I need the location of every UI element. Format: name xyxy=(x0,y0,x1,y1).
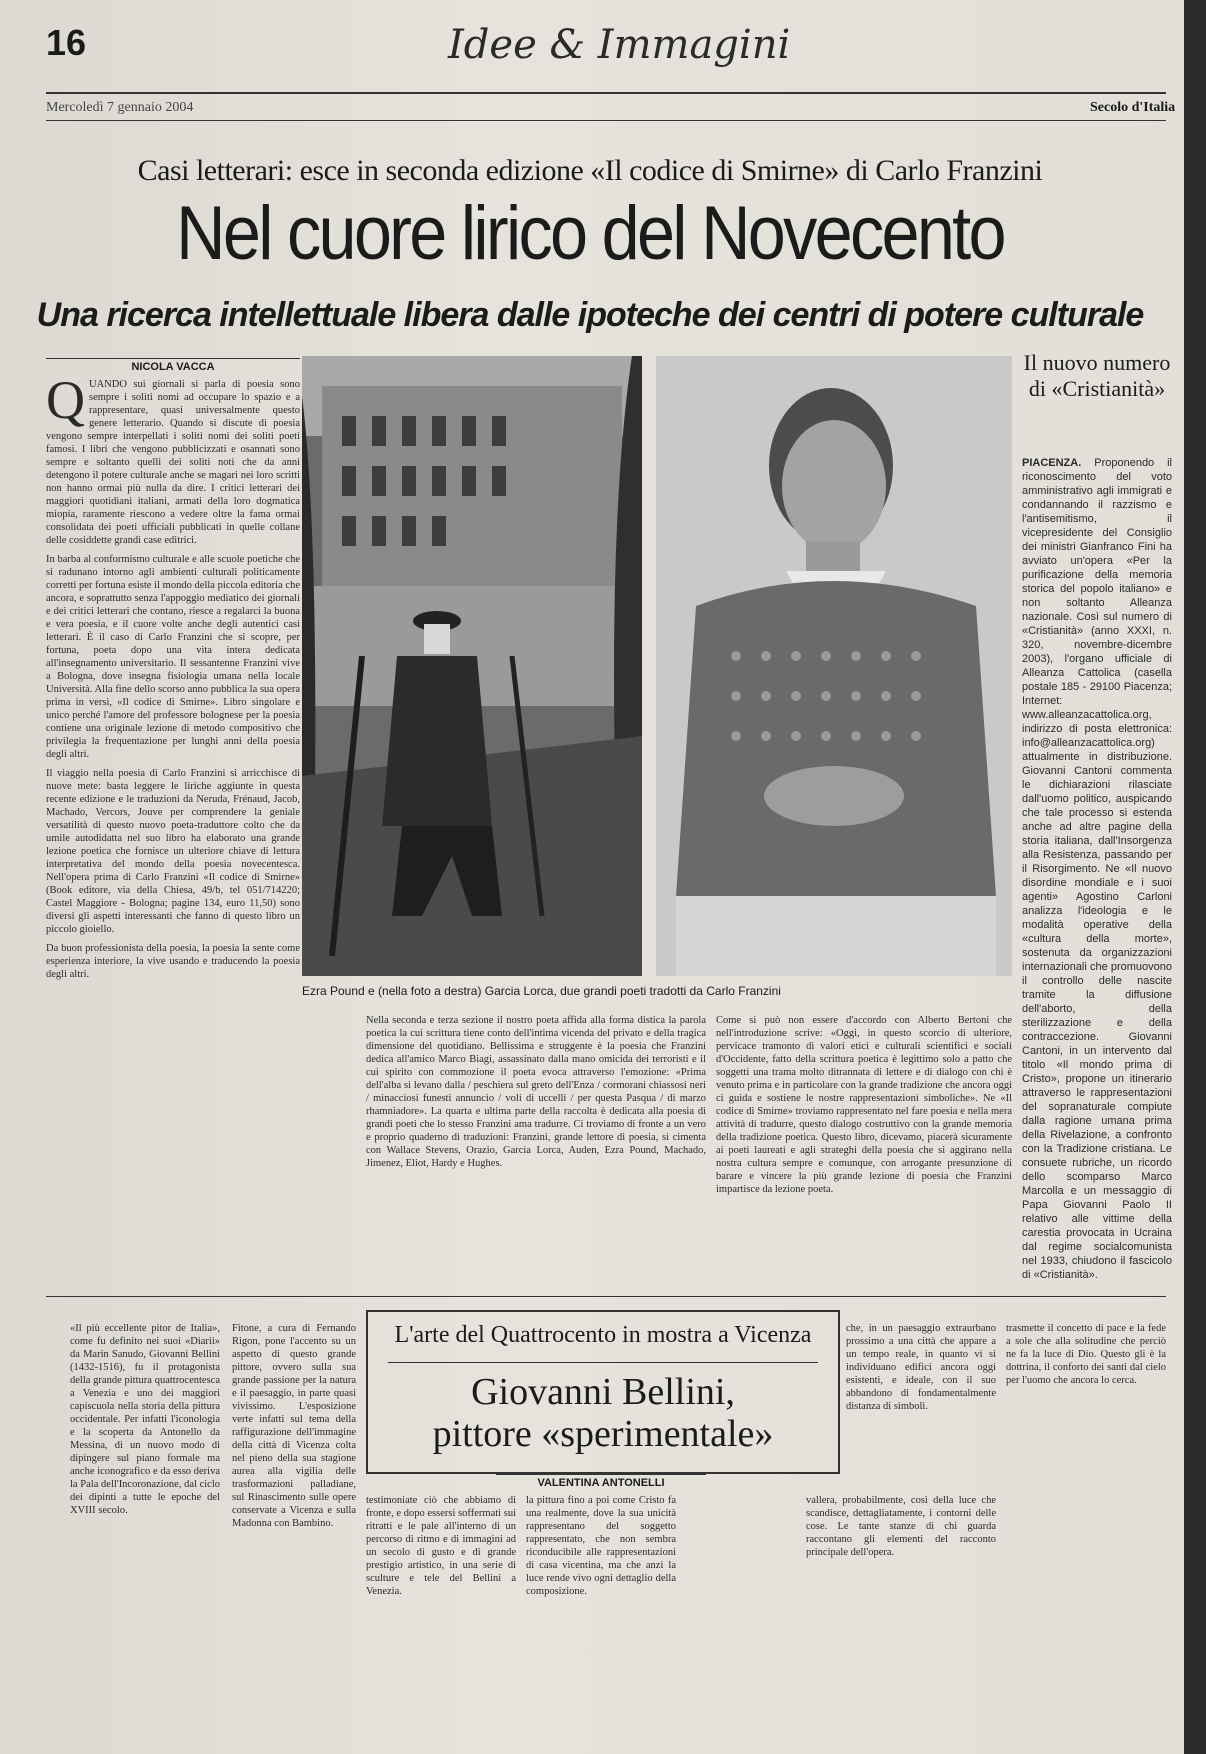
article-paragraph: UANDO sui giornali si parla di poesia sono sempre i soliti nomi ad occupare lo spazio e a rappresentare, quasi universalmente questo genere letterario. Quando si discute di poesia vengono sempre interpellati i soliti nomi dei soliti poeti famosi. I libri che vengono pubblicizzati e osannati sono sempre e soltanto quelli dei soliti noti che da anni detengono il potere culturale anche se magari nei loro scritti non hanno ormai più nulla da dire. I critici letterari dei maggiori quotidiani italiani, armati della loro dogmatica miopia, raramente riescono a vedere oltre la fama ormai consolidata dei poeti ufficiali pubblicati in quelle collane delle cosiddette grandi case editrici. xyxy=(46,379,300,546)
photo-garcia-lorca xyxy=(656,356,1012,976)
photo-caption: Ezra Pound e (nella foto a destra) Garcia Lorca, due grandi poeti tradotti da Carlo Franzini xyxy=(302,984,781,998)
bellini-column-1 xyxy=(70,1322,220,1732)
header-rule xyxy=(46,92,1166,94)
article-column-1 xyxy=(46,378,300,1378)
article-paragraph: la pittura fino a poi come Cristo fa una realmente, dove la sua unicità rappresentano del soggetto rappresentato, che non sembra riconducibile alle rappresentazioni di casa vicentina, ma che anzi la luce rende vivo ogni dettaglio della composizione. xyxy=(526,1495,676,1597)
box-rule xyxy=(388,1362,818,1363)
bellini-kicker: L'arte del Quattrocento in mostra a Vicenza xyxy=(394,1322,812,1348)
photo-garcia-lorca-image xyxy=(656,356,1012,976)
article-paragraph: trasmette il concetto di pace e la fede a sole che alla solitudine che perciò ne fa la luce di Dio. Questo gli è la dottrina, il conforto dei santi dal cielo per l'uomo che ancora lo cerca. xyxy=(1006,1323,1166,1386)
article-paragraph: In barba al conformismo culturale e alle scuole poetiche che si radunano intorno agli ambienti culturali politicamente corretti per fortuna esiste il mondo della piccola editoria che ancora, e soprattutto senza l'appoggio mediatico dei giornali e dei critici letterari che contano, riesce a regalarci la buona e vera poesia, e il cuore volte anche degli autentici casi letterari. È il caso di Carlo Franzini che si scopre, per fortuna, poeta dopo una vita intera dedicata all'insegnamento universitario. Il sessantenne Franzini vive a Bologna, dove insegna fisiologia umana nella locale Università. Alla fine dello scorso anno pubblica la sua opera prima in versi, «Il codice di Smirne». Libro singolare e unico perché l'amore del professore bolognese per la poesia contiene una originale lezione di metodo compositivo che privilegia la frequentazione per lunghi anni della poesia degli altri. xyxy=(46,554,300,760)
bellini-column-2 xyxy=(232,1322,356,1732)
article-kicker: Casi letterari: esce in seconda edizione «Il codice di Smirne» di Carlo Franzini xyxy=(137,154,1043,187)
bellini-byline: VALENTINA ANTONELLI xyxy=(496,1474,706,1489)
article-paragraph: vallera, probabilmente, così della luce che scandisce, dettagliatamente, i contorni delle cose. Le tante stanze di chi guarda raccontano gli elementi del racconto principale dell'opera. xyxy=(806,1495,996,1558)
bellini-title-line-2: pittore «sperimentale» xyxy=(432,1413,774,1455)
sidebar-dateline: PIACENZA. xyxy=(1022,457,1082,469)
bellini-column-5 xyxy=(846,1322,996,1482)
article-paragraph: Il viaggio nella poesia di Carlo Franzini si arricchisce di nuove mete: basta leggere le liriche aggiunte in questa recente edizione e le traduzioni da Neruda, Frénaud, Jacob, Machado, Vercors, Jouve per comprendere la geniale versatilità di questo nuovo poeta-traduttore colto che da umile autodidatta nel suo libro ha elaborato una grande lezione poetica che fornisce un ulteriore chiave di lettura interpretativa del mondo della poesia novecentesca. Nell'opera prima di Carlo Franzini «Il codice di Smirne» (Book editore, via della Chiesa, 49/b, tel 051/714220; Castel Maggiore - Bologna; pagine 134, euro 11,50) sono diversi gli aspetti interessanti che fanno di questo libro un piccolo gioiello. xyxy=(46,768,300,935)
bellini-column-7 xyxy=(1006,1322,1166,1732)
bellini-column-3 xyxy=(366,1494,516,1732)
sidebar-text xyxy=(1022,456,1172,1286)
page-number: 16 xyxy=(46,22,87,63)
newspaper-name: Secolo d'Italia xyxy=(1090,100,1176,115)
article-paragraph: testimoniate ciò che abbiamo di fronte, e dopo essersi soffermati sui ritratti e le pale all'interno di un percorso di ritmo e di immagini ad un secolo di gusto e di grande prestigio artistico, in una serie di sculture e tele del Bellini a Venezia. xyxy=(366,1495,516,1597)
article-paragraph: Fitone, a cura di Fernando Rigon, pone l'accento su un aspetto di questo grande pittore, ovvero sulla sua grande passione per la natura e il paesaggio, in parte quasi vivissimo. L'esposizione verte infatti sul tema della raffigurazione dell'immagine della città di Vicenza colta nel pieno della sua stagione aurea alla vigilia delle trasformazioni palladiane, sul Rinascimento sulle opere conservate a Vicenza e sulla Madonna con Bambino. xyxy=(232,1323,356,1529)
article-paragraph: Come si può non essere d'accordo con Alberto Bertoni che nell'introduzione scrive: «Oggi, in questo scorcio di ulteriore, pervicace tramonto di valori etici e culturali scientifici e sociali d'Occidente, fatto della scrittura poetica è legittimo solo a patto che soggetti una trama molto ditrannata di lettere e di dialogo con chi è venuto prima e in particolare con la grande tradizione che ancora oggi ci guida e sostiene le nostre rappresentazioni simboliche». Ne «Il codice di Smirne» troviamo rappresentato nel fare poesia e nella mera attività di tradurre, questo dialogo costruttivo con la grande memoria della tradizione poetica. Questo libro, dicevamo, piacerà sicuramente ai poeti laureati e agli strateghi della poesia che si aggirano nella nostra cultura sempre e comunque, con arrogante presunzione di barare e vincere la più grande lezione di poesia che Franzini impartisce da lezione poeta. xyxy=(716,1015,1012,1195)
article-paragraph: «Il più eccellente pitor de Italia», come fu definito nei suoi «Diarii» da Marin Sanudo, Giovanni Bellini (1432-1516), fu il protagonista della grande pittura quattrocentesca a Venezia e uno dei maggiori capiscuola nella storia della pittura occidentale. Per infatti l'iconologia e la scoperta da Antonello da Messina, di un nuovo modo di dipingere sul piano formale ma anche iconografico e da esso deriva la Pala dell'Incoronazione, dal ciclo dei dipinti a tutte le epoche del XVIII secolo. xyxy=(70,1323,220,1516)
article-headline: Nel cuore lirico del Novecento xyxy=(176,191,1004,276)
section-divider xyxy=(46,1296,1166,1297)
drop-cap: Q xyxy=(46,378,85,430)
dateline: Mercoledì 7 gennaio 2004 xyxy=(46,100,194,115)
photo-ezra-pound xyxy=(302,356,642,976)
article-column-2 xyxy=(366,1014,706,1284)
sidebar-title: Il nuovo numero di «Cristianità» xyxy=(1023,350,1171,401)
page-edge-shadow xyxy=(1184,0,1206,1754)
article-subhead: Una ricerca intellettuale libera dalle ipoteche dei centri di potere culturale xyxy=(36,296,1144,334)
bellini-column-4 xyxy=(526,1494,676,1732)
header-rule-2 xyxy=(46,120,1166,121)
sidebar-body: Proponendo il riconoscimento del voto amministrativo agli immigrati e condannando il razzismo e l'antisemitismo, il vicepresidente del Consiglio dei ministri Gianfranco Fini ha avviato un'opera «Per la purificazione della memoria storica del popolo italiano» e non soltanto Alleanza nazionale. Così sul numero di «Cristianità» (anno XXXI, n. 320, novembre-dicembre 2003), l'organo ufficiale di Alleanza Cattolica (casella postale 185 - 29100 Piacenza; Internet: www.alleanzacattolica.org, indirizzo di posta elettronica: info@alleanzacattolica.org) attualmente in distribuzione. Giovanni Cantoni commenta le dichiarazioni rilasciate dall'uomo politico, auspicando che tale processo si estenda anche ad altre pagine della storia italiana, dall'Insorgenza alla Resistenza, passando per il Risorgimento. Ne «Il nuovo disordine mondiale e i suoi agenti» Agostino Carloni analizza l'ideologia e le modalità operative della «cultura della morte», sostenuta da organizzazioni internazionali che promuovono il controllo delle nascite tramite la diffusione dell'aborto, della sterilizzazione e della contraccezione. Giovanni Cantoni, in un intervento dal titolo «Il mondo prima di Cristo», propone un itinerario attraverso le rappresentazioni del sopranaturale compiute dalla ragione umana prima della Rivelazione, a confronto con la Tradizione cristiana. Le consuete rubriche, un ricordo dello scomparso Marco Marcolla e un messaggio di Papa Giovanni Paolo II relativo alle vittime della carestia provocata in Ucraina dal regime socialcomunista nel 1933, chiudono il fascicolo di «Cristianità». xyxy=(1022,457,1172,1281)
article-paragraph: che, in un paesaggio extraurbano prossimo a una città che appare a un tempo reale, in quanto vi si individuano edifici ancora oggi esistenti, e ideale, con il suo abbandono di fondamentalmente distanza di simboli. xyxy=(846,1323,996,1412)
bellini-column-6 xyxy=(806,1494,996,1732)
bellini-title-line-1: Giovanni Bellini, xyxy=(471,1371,735,1413)
photo-ezra-pound-image xyxy=(302,356,642,976)
bellini-headline-box xyxy=(366,1310,840,1474)
article-byline: NICOLA VACCA xyxy=(46,358,300,373)
article-paragraph: Da buon professionista della poesia, la poesia la sente come esperienza interiore, la vive usando e traducendo la poesia degli altri. xyxy=(46,943,300,980)
article-paragraph: Nella seconda e terza sezione il nostro poeta affida alla forma distica la parola poetica la cui scrittura tiene conto dell'intima vicenda del privato e della tragica dimensione del quotidiano. Bellissima e struggente è la poesia che Franzini dedica all'amico Marco Biagi, assassinato dalla mano omicida dei terroristi e il cui spirito con commozione il poeta evoca attraverso l'emozione: «Prima dell'alba si levano dalla / peschiera sul greto dell'Enza / cormorani chiassosi neri / minacciosi funesti annuncio / voli di uccelli / per questa Pasqua / di marzo rhamniadore». La quarta e ultima parte della raccolta è dedicata alla poesia di grandi poeti che lo stesso Franzini ama tradurre. Ci troviamo di fronte a un vero e proprio quaderno di traduzioni: Franzini, grande lettore di poesia, si cimenta con Wallace Stevens, Orazio, Garcia Lorca, Auden, Ezra Pound, Machado, Jimenez, Eliot, Hardy e Hughes. xyxy=(366,1015,706,1169)
section-title: Idee & Immagini xyxy=(448,22,791,68)
article-column-3 xyxy=(716,1014,1012,1284)
